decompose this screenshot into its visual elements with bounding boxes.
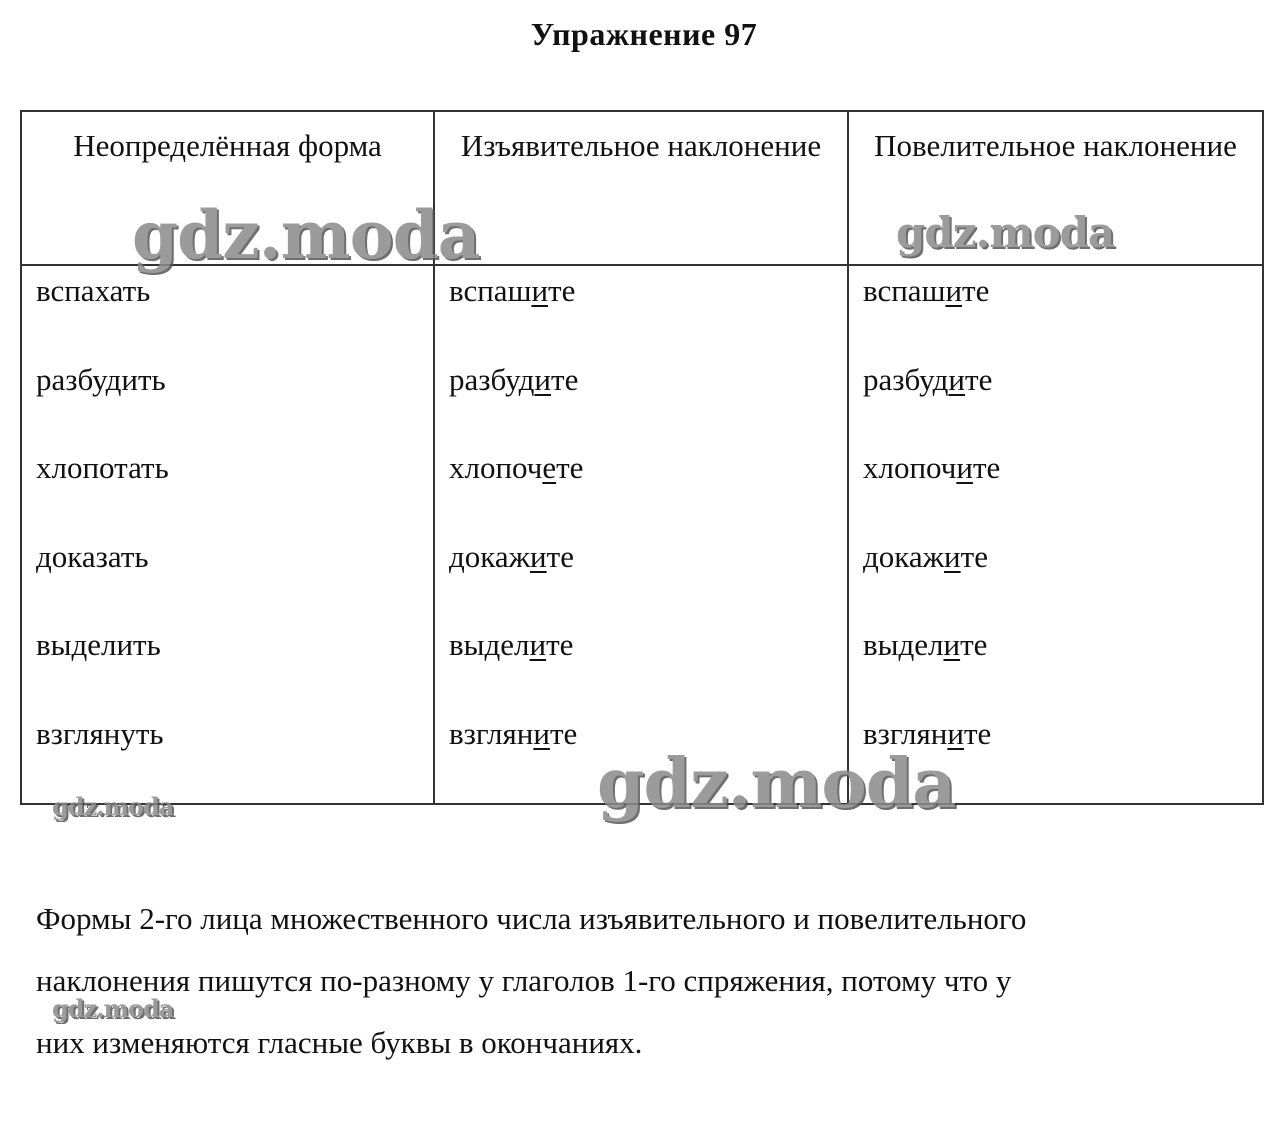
underlined-vowel: и xyxy=(530,538,547,574)
column-imperative xyxy=(848,265,1263,804)
paragraph-line: наклонения пишутся по-разному у глаголов 1-го спряжения, потому что у xyxy=(36,963,1012,998)
header-imperative: Повелительное наклонение xyxy=(848,111,1263,265)
table-body-row xyxy=(21,265,1263,804)
underlined-vowel: и xyxy=(534,361,552,397)
underlined-vowel: и xyxy=(947,715,964,751)
verb-form: докажите xyxy=(449,538,574,574)
verb-form: вспашите xyxy=(449,273,576,308)
underlined-vowel: и xyxy=(944,538,961,574)
verb-form: докажите xyxy=(863,538,988,574)
verb-form: вспашите xyxy=(863,273,990,308)
header-indicative: Изъявительное наклонение xyxy=(434,111,848,265)
underlined-vowel: и xyxy=(945,273,963,308)
underlined-vowel: и xyxy=(943,627,961,662)
watermark: gdz.moda xyxy=(132,196,480,274)
verb-form: выделить xyxy=(36,627,161,662)
column-infinitive xyxy=(21,265,434,804)
underlined-vowel: е xyxy=(542,450,557,485)
watermark: gdz.moda xyxy=(52,994,174,1023)
underlined-vowel: и xyxy=(948,361,966,397)
verb-form: разбудить xyxy=(36,361,166,397)
verb-form: разбудите xyxy=(863,361,993,397)
verb-form: взгляните xyxy=(863,715,992,751)
paragraph-line: них изменяются гласные буквы в окончаниях. xyxy=(36,1025,643,1060)
verb-form: разбудите xyxy=(449,361,579,397)
watermark: gdz.moda xyxy=(52,792,174,821)
page-title: Упражнение 97 xyxy=(530,16,758,52)
verb-form: хлопочите xyxy=(863,450,1001,485)
underlined-vowel: и xyxy=(533,715,550,751)
verb-form: выделите xyxy=(449,627,574,662)
paragraph-line: Формы 2-го лица множественного числа изъявительного и повелительного xyxy=(36,901,1027,936)
explanation-paragraph xyxy=(36,888,1256,1074)
verb-form: взглянуть xyxy=(36,715,164,751)
underlined-vowel: и xyxy=(529,627,547,662)
underlined-vowel: и xyxy=(956,450,973,485)
watermark: gdz.moda xyxy=(896,208,1115,257)
watermark: gdz.moda xyxy=(597,744,956,824)
verb-form: вспахать xyxy=(36,273,151,308)
underlined-vowel: и xyxy=(531,273,549,308)
header-infinitive: Неопределённая форма xyxy=(21,111,434,265)
column-indicative xyxy=(434,265,848,804)
verb-form: хлопочете xyxy=(449,450,584,485)
verb-form: доказать xyxy=(36,538,149,574)
verb-form: взгляните xyxy=(449,715,578,751)
verb-form: выделите xyxy=(863,627,988,662)
verb-form: хлопотать xyxy=(36,450,169,485)
